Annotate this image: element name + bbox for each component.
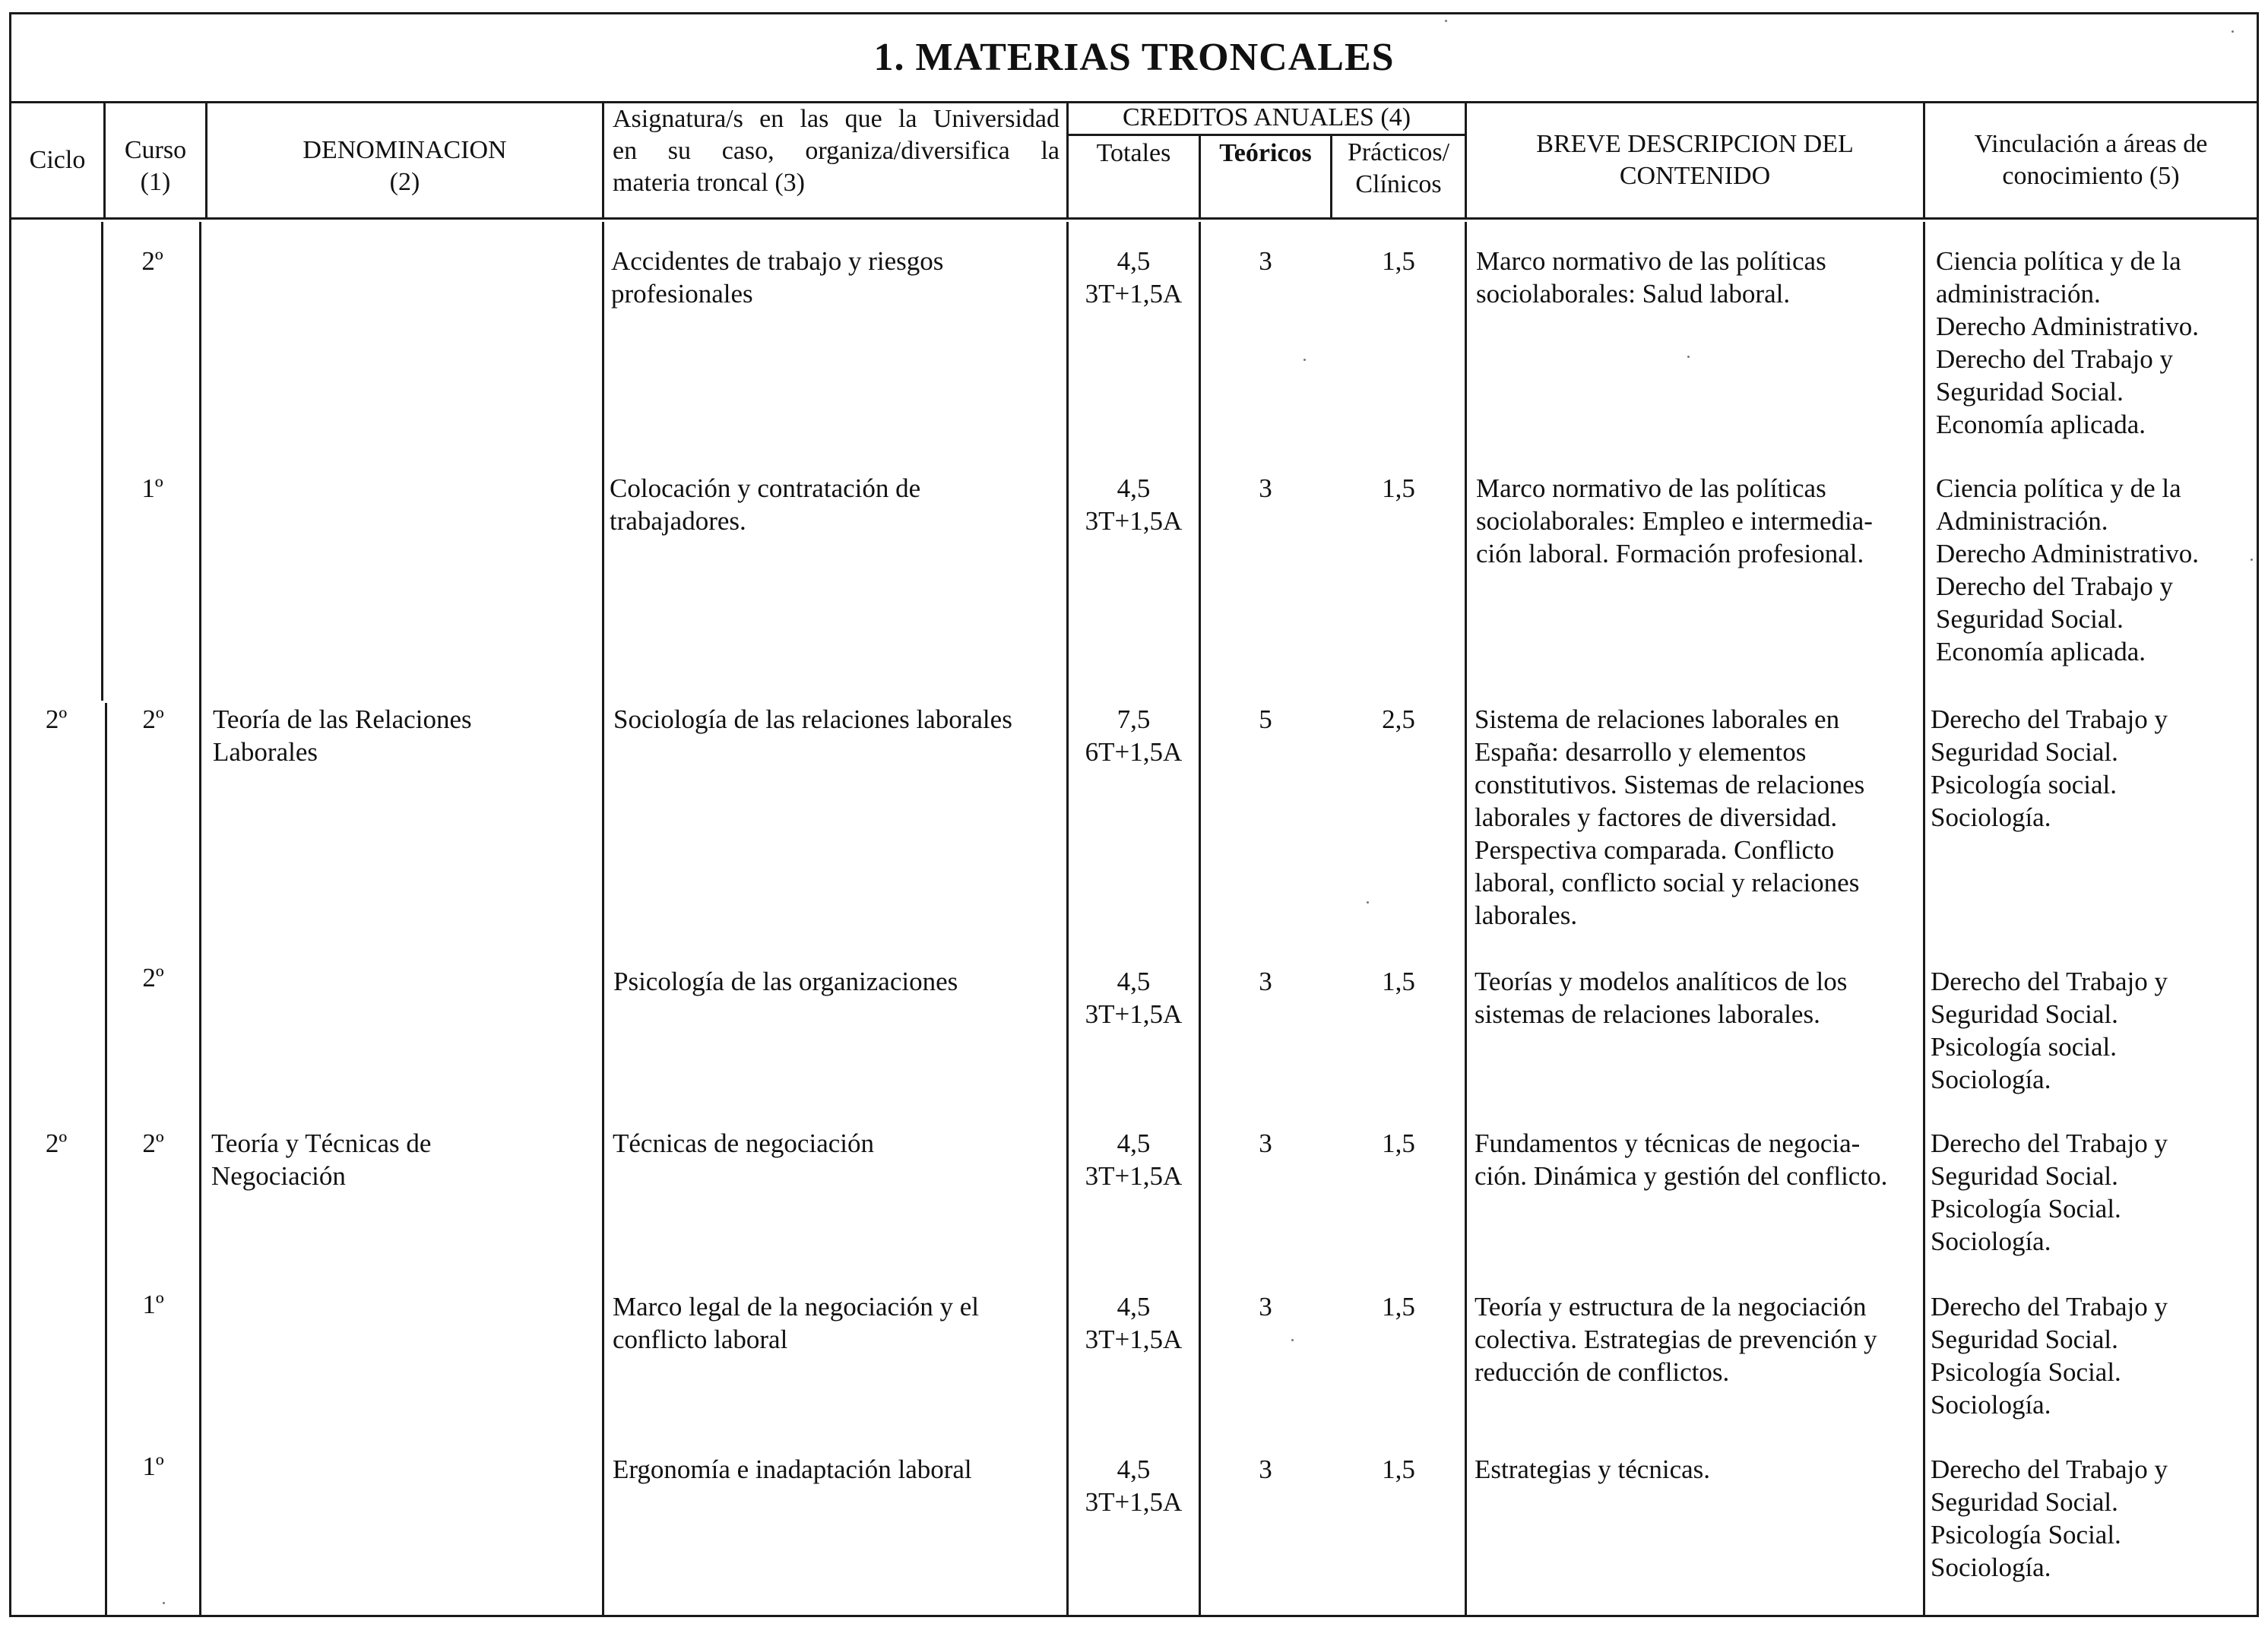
cell-totales: 4,5 3T+1,5A	[1085, 967, 1183, 1029]
cell-curso: 2º	[142, 704, 164, 734]
scan-speck	[1291, 1339, 1294, 1341]
header-curso-label: Curso	[124, 136, 187, 164]
header-curso	[106, 103, 205, 217]
cell-descripcion: Teoría y estructura de la negociación colectiva. Estrategias de prevención y reducción de conflictos.	[1475, 1292, 1877, 1387]
header-practicos	[1332, 137, 1465, 216]
cell-teoricos: 3	[1259, 967, 1272, 996]
header-teoricos-label: Teóricos	[1219, 139, 1312, 167]
creditos-divider	[1066, 134, 1465, 136]
cell-practicos: 1,5	[1382, 1292, 1415, 1322]
cell-totales: 4,5 3T+1,5A	[1085, 246, 1183, 309]
cell-asignatura: Accidentes de trabajo y riesgos profesionales	[611, 246, 944, 309]
cell-totales: 7,5 6T+1,5A	[1085, 704, 1183, 767]
cell-teoricos: 3	[1259, 473, 1272, 503]
body-col-divider	[101, 222, 103, 701]
scan-speck	[2232, 30, 2234, 33]
body-col-divider	[1465, 222, 1467, 1617]
header-descripcion	[1467, 103, 1923, 217]
cell-curso: 2º	[142, 963, 164, 992]
cell-vinculacion: Ciencia política y de la administración. Derecho Administrativo. Derecho del Trabajo y Seguridad Social. Economía aplicada.	[1936, 246, 2200, 439]
header-denominacion	[207, 103, 602, 217]
cell-descripcion: Sistema de relaciones laborales en España: desarrollo y elementos constitutivos. Sistemas de relaciones laborales y factores de diversidad. Perspectiva comparada. Conflicto laboral, conflicto social y relaciones laborales.	[1475, 704, 1865, 930]
cell-descripcion: Teorías y modelos analíticos de los sistemas de relaciones laborales.	[1475, 967, 1848, 1029]
body-col-divider	[602, 222, 604, 1617]
cell-teoricos: 3	[1259, 246, 1272, 276]
header-practicos-line1: Prácticos/	[1347, 138, 1450, 166]
header-descripcion-line2: CONTENIDO	[1619, 162, 1771, 190]
header-divider	[9, 217, 2259, 220]
scan-speck	[163, 1602, 165, 1604]
header-asignatura-line1: Asignatura/s en las que la Universidad	[613, 105, 1060, 133]
scan-speck	[1303, 359, 1306, 361]
cell-practicos: 1,5	[1382, 1128, 1415, 1158]
cell-practicos: 2,5	[1382, 704, 1415, 734]
scan-speck	[1445, 20, 1447, 22]
scan-speck	[1367, 901, 1369, 904]
cell-teoricos: 5	[1259, 704, 1272, 734]
cell-denominacion: Teoría y Técnicas de Negociación	[211, 1128, 432, 1191]
cell-totales: 4,5 3T+1,5A	[1085, 1292, 1183, 1354]
cell-vinculacion: Derecho del Trabajo y Seguridad Social. Psicología Social. Sociología.	[1931, 1128, 2168, 1256]
cell-practicos: 1,5	[1382, 473, 1415, 503]
header-totales-label: Totales	[1096, 139, 1171, 167]
cell-ciclo: 2º	[45, 1128, 68, 1158]
cell-descripcion: Fundamentos y técnicas de negocia- ción. Dinámica y gestión del conflicto.	[1475, 1128, 1888, 1191]
cell-descripcion: Marco normativo de las políticas sociolaborales: Salud laboral.	[1476, 246, 1826, 309]
cell-teoricos: 3	[1259, 1128, 1272, 1158]
cell-asignatura: Ergonomía e inadaptación laboral	[613, 1454, 972, 1484]
cell-vinculacion: Derecho del Trabajo y Seguridad Social. Psicología Social. Sociología.	[1931, 1454, 2168, 1582]
header-vinculacion-line2: conocimiento (5)	[2002, 162, 2180, 190]
cell-curso: 1º	[141, 473, 163, 503]
cell-asignatura: Sociología de las relaciones laborales	[613, 704, 1012, 734]
cell-asignatura: Marco legal de la negociación y el conflicto laboral	[613, 1292, 980, 1354]
page-title: 1. MATERIAS TRONCALES	[873, 36, 1395, 79]
header-creditos-label: CREDITOS ANUALES (4)	[1122, 103, 1411, 131]
cell-teoricos: 3	[1259, 1292, 1272, 1322]
scan-speck	[2251, 559, 2253, 561]
header-totales	[1069, 137, 1199, 170]
header-asignatura-line3: materia troncal (3)	[613, 169, 805, 197]
header-denominacion-label: DENOMINACION	[303, 136, 507, 164]
header-vinculacion-line1: Vinculación a áreas de	[1974, 130, 2208, 158]
cell-descripcion: Marco normativo de las políticas sociolaborales: Empleo e intermedia- ción laboral. Formación profesional.	[1476, 473, 1873, 568]
cell-ciclo: 2º	[45, 704, 68, 734]
header-teoricos	[1201, 137, 1330, 170]
header-creditos	[1069, 102, 1465, 134]
header-asignatura	[613, 103, 1060, 217]
header-col-divider	[602, 101, 604, 217]
cell-vinculacion: Ciencia política y de la Administración. Derecho Administrativo. Derecho del Trabajo y Seguridad Social. Economía aplicada.	[1936, 473, 2200, 666]
cell-vinculacion: Derecho del Trabajo y Seguridad Social. Psicología Social. Sociología.	[1931, 1292, 2168, 1420]
cell-totales: 4,5 3T+1,5A	[1085, 1454, 1183, 1517]
body-col-divider	[1923, 222, 1925, 1617]
cell-asignatura: Colocación y contratación de trabajadores.	[610, 473, 921, 536]
cell-denominacion: Teoría de las Relaciones Laborales	[213, 704, 472, 767]
cell-curso: 1º	[142, 1290, 164, 1319]
cell-practicos: 1,5	[1382, 1454, 1415, 1484]
cell-totales: 4,5 3T+1,5A	[1085, 473, 1183, 536]
cell-curso: 2º	[142, 1128, 164, 1158]
cell-asignatura: Técnicas de negociación	[613, 1128, 874, 1158]
header-asignatura-line2: en su caso, organiza/diversifica la	[613, 137, 1060, 165]
header-denominacion-ref: (2)	[389, 168, 420, 196]
cell-teoricos: 3	[1259, 1454, 1272, 1484]
header-ciclo	[11, 103, 103, 217]
header-ciclo-label: Ciclo	[29, 146, 86, 174]
cell-vinculacion: Derecho del Trabajo y Seguridad Social. Psicología social. Sociología.	[1931, 704, 2168, 832]
cell-curso: 1º	[142, 1451, 164, 1481]
header-vinculacion	[1925, 103, 2257, 217]
cell-descripcion: Estrategias y técnicas.	[1475, 1454, 1711, 1484]
header-practicos-line2: Clínicos	[1355, 170, 1442, 198]
cell-vinculacion: Derecho del Trabajo y Seguridad Social. Psicología social. Sociología.	[1931, 967, 2168, 1094]
cell-curso: 2º	[141, 246, 163, 276]
cell-asignatura: Psicología de las organizaciones	[613, 967, 958, 996]
header-descripcion-line1: BREVE DESCRIPCION DEL	[1536, 130, 1854, 158]
header-curso-ref: (1)	[140, 168, 171, 196]
body-col-divider	[1066, 222, 1069, 1617]
body-col-divider	[1199, 222, 1201, 1617]
scan-speck	[1687, 356, 1690, 358]
cell-totales: 4,5 3T+1,5A	[1085, 1128, 1183, 1191]
cell-practicos: 1,5	[1382, 967, 1415, 996]
body-col-divider	[199, 222, 201, 1617]
cell-practicos: 1,5	[1382, 246, 1415, 276]
